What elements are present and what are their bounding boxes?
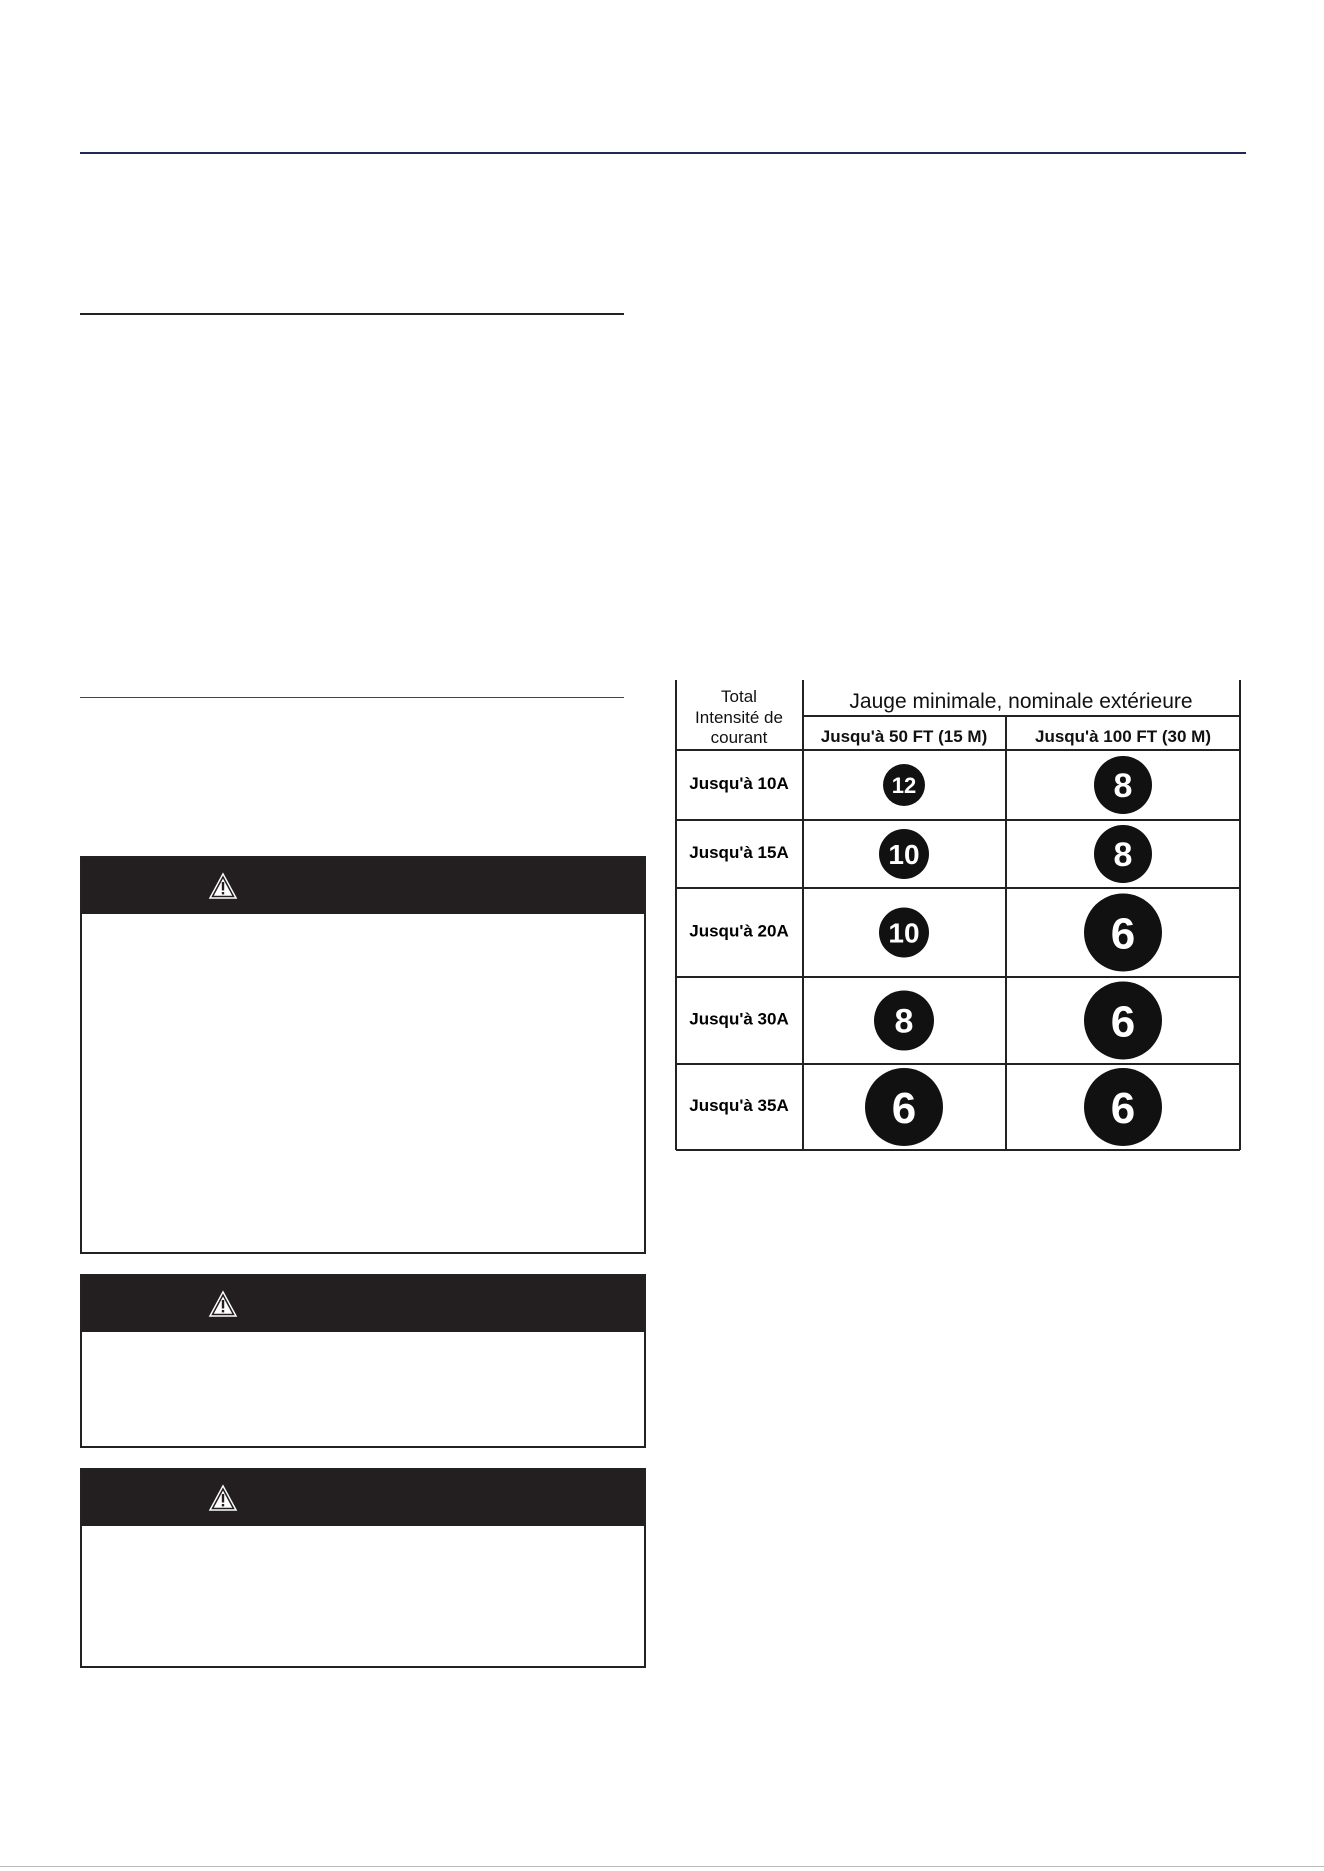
gauge-badge-value: 6: [1110, 909, 1136, 959]
warning-triangle-icon: [208, 1290, 238, 1318]
gauge-badge-value: 8: [1113, 767, 1133, 806]
gauge-badge-value: 8: [894, 1002, 914, 1041]
sub-header-50ft: Jusqu'à 50 FT (15 M): [820, 727, 988, 746]
gauge-table-svg: [675, 680, 1241, 1151]
warning-triangle-icon: [208, 1484, 238, 1512]
gauge-badge-value: 6: [891, 1083, 917, 1133]
section-rule-2: [80, 697, 624, 698]
warning-header-1: [82, 858, 644, 914]
page-top-rule: [80, 152, 1246, 154]
gauge-badge-value: 6: [1110, 997, 1136, 1047]
gauge-rows: [689, 756, 1162, 1146]
row-label: Jusqu'à 30A: [689, 1009, 789, 1029]
warning-header-3: [82, 1470, 644, 1526]
gauge-badge-value: 10: [888, 917, 920, 949]
gauge-badge-value: 10: [888, 839, 920, 871]
warning-triangle-icon: [208, 872, 238, 900]
col1-header-line2: Intensité de: [695, 708, 783, 727]
group-header: Jauge minimale, nominale extérieure: [849, 690, 1193, 713]
gauge-table: [675, 680, 1241, 1151]
row-label: Jusqu'à 15A: [689, 843, 789, 862]
warning-box-2: [80, 1274, 646, 1448]
warning-box-3: [80, 1468, 646, 1668]
sub-header-100ft: Jusqu'à 100 FT (30 M): [1035, 727, 1211, 746]
col1-header-line3: courant: [710, 728, 768, 747]
footer-rule: [0, 1866, 1324, 1867]
section-rule-1: [80, 313, 624, 315]
gauge-badge-value: 8: [1113, 836, 1133, 875]
row-label: Jusqu'à 35A: [689, 1096, 789, 1115]
col1-header-line1: Total: [721, 687, 757, 706]
row-label: Jusqu'à 10A: [689, 774, 789, 793]
gauge-badge-value: 6: [1110, 1083, 1136, 1133]
row-label: Jusqu'à 20A: [689, 921, 789, 941]
warning-header-2: [82, 1276, 644, 1332]
gauge-badge-value: 12: [891, 772, 917, 798]
warning-box-1: [80, 856, 646, 1254]
